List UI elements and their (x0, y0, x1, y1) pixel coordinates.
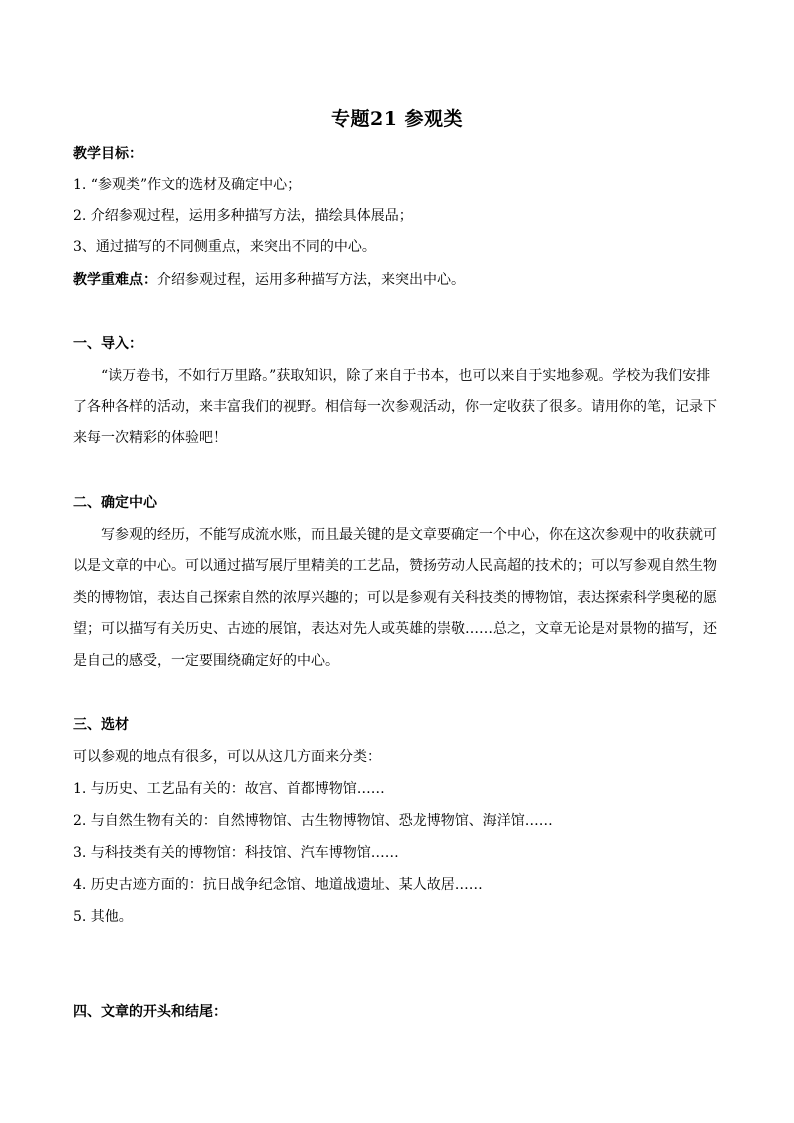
paragraph-line: 了各种各样的活动，来丰富我们的视野。相信每一次参观活动，你一定收获了很多。请用你的笔，记录下 (73, 399, 717, 415)
paragraph-line: 是自己的感受，一定要围绕确定好的中心。 (73, 653, 339, 669)
goal-item: 1. “参观类”作文的选材及确定中心； (73, 177, 302, 193)
list-item: 5. 其他。 (73, 909, 133, 925)
list-item: 4. 历史古迹方面的：抗日战争纪念馆、地道战遗址、某人故居…… (73, 877, 483, 893)
difficulty-label: 教学重难点： (73, 272, 157, 288)
section-heading-opening-ending: 四、文章的开头和结尾： (73, 1004, 227, 1020)
paragraph-line: 以是文章的中心。可以通过描写展厅里精美的工艺品，赞扬劳动人民高超的技术的；可以写参观自然生物 (73, 558, 717, 574)
difficulty-line (73, 270, 733, 290)
paragraph-line: 写参观的经历，不能写成流水账，而且最关键的是文章要确定一个中心，你在这次参观中的收获就可 (101, 527, 717, 543)
goal-item: 3、通过描写的不同侧重点，来突出不同的中心。 (73, 239, 376, 255)
section-intro: 可以参观的地点有很多，可以从这几方面来分类： (73, 749, 381, 765)
paragraph-line: 类的博物馆，表达自己探索自然的浓厚兴趣的；可以是参观有关科技类的博物馆，表达探索科学奥秘的愿 (73, 590, 717, 606)
difficulty-text: 介绍参观过程，运用多种描写方法，来突出中心。 (157, 272, 465, 288)
section-heading-intro: 一、导入： (73, 336, 143, 352)
list-item: 1. 与历史、工艺品有关的：故宫、首都博物馆…… (73, 781, 385, 797)
paragraph-line: 来每一次精彩的体验吧！ (73, 430, 227, 446)
paragraph-line: 望；可以描写有关历史、古迹的展馆，表达对先人或英雄的崇敬……总之，文章无论是对景物的描写，还 (73, 621, 717, 637)
page-title: 专题21 参观类 (330, 108, 464, 130)
goals-label: 教学目标： (73, 146, 143, 162)
goal-item: 2. 介绍参观过程，运用多种描写方法，描绘具体展品； (73, 208, 413, 224)
list-item: 3. 与科技类有关的博物馆：科技馆、汽车博物馆…… (73, 845, 399, 861)
paragraph-line: “读万卷书，不如行万里路。”获取知识，除了来自于书本，也可以来自于实地参观。学校为我们安排 (101, 368, 711, 384)
section-heading-center: 二、确定中心 (73, 495, 157, 511)
section-heading-material: 三、选材 (73, 717, 129, 733)
list-item: 2. 与自然生物有关的：自然博物馆、古生物博物馆、恐龙博物馆、海洋馆…… (73, 813, 553, 829)
